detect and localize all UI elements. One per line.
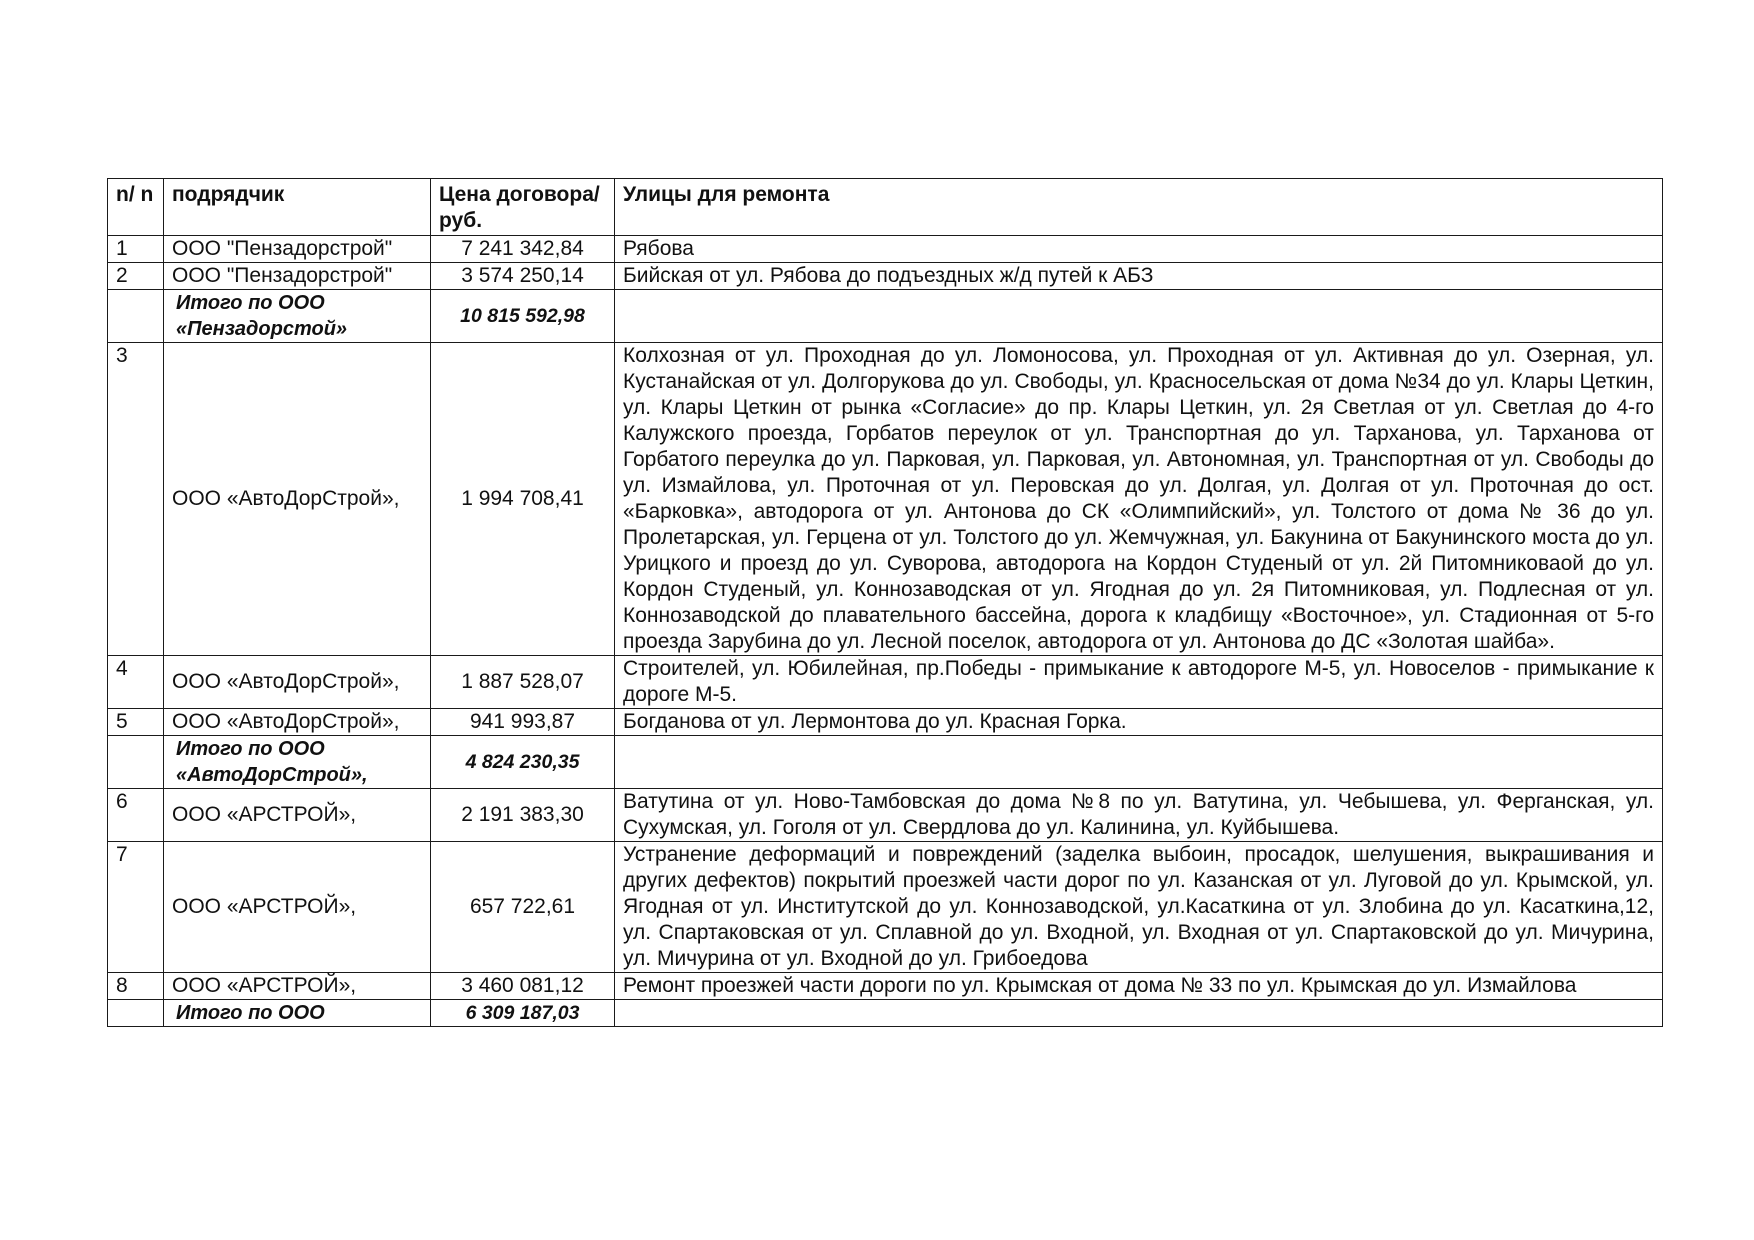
streets-cell: Бийская от ул. Рябова до подъездных ж/д путей к АБЗ xyxy=(615,263,1663,290)
price-cell: 7 241 342,84 xyxy=(431,236,615,263)
contractor-cell: ООО «АРСТРОЙ», xyxy=(164,789,431,842)
streets-cell: Рябова xyxy=(615,236,1663,263)
row-number: 1 xyxy=(108,236,164,263)
header-price: Цена договора/руб. xyxy=(431,179,615,236)
header-num: n/ n xyxy=(108,179,164,236)
price-cell: 1 994 708,41 xyxy=(431,343,615,656)
total-empty-cell xyxy=(108,1000,164,1027)
total-value: 4 824 230,35 xyxy=(431,736,615,789)
streets-cell: Колхозная от ул. Проходная до ул. Ломоносова, ул. Проходная от ул. Активная до ул. Озерная, ул. Кустанайская от ул. Долгорукова до ул. Свободы, ул. Красносельская от дома №34 до ул. Клары Цеткин, ул. Клары Цеткин от рынка «Согласие» до пр. Клары Цеткин, ул. 2я Светлая от ул. Светлая до 4-го Калужского проезда, Горбатов переулок от ул. Транспортная до ул. Тарханова, ул. Тарханова от Горбатого переулка до ул. Парковая, ул. Парковая, ул. Автономная, ул. Транспортная от ул. Свободы до ул. Измайлова, ул. Проточная от ул. Перовская до ул. Долгая, ул. Долгая от ул. Проточная до ост. «Барковка», автодорога от ул. Антонова до СК «Олимпийский», ул. Толстого от дома № 36 до ул. Пролетарская, ул. Герцена от ул. Толстого до ул. Жемчужная, ул. Бакунина от Бакунинского моста до ул. Урицкого и проезд до ул. Суворова, автодорога на Кордон Студеный от ул. 2й Питомниковаой до ул. Кордон Студеный, ул. Коннозаводская от ул. Ягодная до ул. 2я Питомниковая, ул. Подлесная от ул. Коннозаводской до плавательного бассейна, дорога к кладбищу «Восточное», ул. Стадионная от 5-го проезда Зарубина до ул. Лесной поселок, автодорога от ул. Антонова до ДС «Золотая шайба». xyxy=(615,343,1663,656)
total-empty-cell xyxy=(615,1000,1663,1027)
table-row xyxy=(108,709,1663,736)
total-empty-cell xyxy=(108,290,164,343)
total-label: Итого по ООО xyxy=(164,1000,431,1027)
streets-cell: Ремонт проезжей части дороги по ул. Крымская от дома № 33 по ул. Крымская до ул. Измайлова xyxy=(615,973,1663,1000)
price-cell: 3 460 081,12 xyxy=(431,973,615,1000)
streets-cell: Устранение деформаций и повреждений (заделка выбоин, просадок, шелушения, выкрашивания и других дефектов) покрытий проезжей части дорог по ул. Казанская от ул. Луговой до ул. Крымской, ул. Ягодная от ул. Институтской до ул. Коннозаводской, ул.Касаткина от ул. Злобина до ул. Касаткина,12, ул. Спартаковская от ул. Сплавной до ул. Входной, ул. Входная от ул. Спартаковской до ул. Мичурина, ул. Мичурина от ул. Входной до ул. Грибоедова xyxy=(615,842,1663,973)
row-number: 5 xyxy=(108,709,164,736)
total-label: Итого по ООО «АвтоДорСтрой», xyxy=(164,736,431,789)
price-cell: 941 993,87 xyxy=(431,709,615,736)
table-row xyxy=(108,343,1663,656)
total-value: 10 815 592,98 xyxy=(431,290,615,343)
contractor-cell: ООО «АРСТРОЙ», xyxy=(164,842,431,973)
row-number: 3 xyxy=(108,343,164,656)
price-cell: 3 574 250,14 xyxy=(431,263,615,290)
table-row xyxy=(108,842,1663,973)
price-cell: 2 191 383,30 xyxy=(431,789,615,842)
header-row xyxy=(108,179,1663,236)
total-row xyxy=(108,1000,1663,1027)
price-cell: 1 887 528,07 xyxy=(431,656,615,709)
total-empty-cell xyxy=(108,736,164,789)
contractor-cell: ООО "Пензадорстрой" xyxy=(164,263,431,290)
streets-cell: Строителей, ул. Юбилейная, пр.Победы - примыкание к автодороге М-5, ул. Новоселов - примыкание к дороге М-5. xyxy=(615,656,1663,709)
row-number: 2 xyxy=(108,263,164,290)
table-row xyxy=(108,236,1663,263)
contractor-cell: ООО «АвтоДорСтрой», xyxy=(164,343,431,656)
table-row xyxy=(108,789,1663,842)
row-number: 7 xyxy=(108,842,164,973)
row-number: 8 xyxy=(108,973,164,1000)
contractor-cell: ООО "Пензадорстрой" xyxy=(164,236,431,263)
streets-cell: Богданова от ул. Лермонтова до ул. Красная Горка. xyxy=(615,709,1663,736)
header-streets: Улицы для ремонта xyxy=(615,179,1663,236)
price-cell: 657 722,61 xyxy=(431,842,615,973)
contractor-cell: ООО «АРСТРОЙ», xyxy=(164,973,431,1000)
total-empty-cell xyxy=(615,736,1663,789)
total-row xyxy=(108,290,1663,343)
total-empty-cell xyxy=(615,290,1663,343)
contractor-cell: ООО «АвтоДорСтрой», xyxy=(164,709,431,736)
total-row xyxy=(108,736,1663,789)
table-row xyxy=(108,973,1663,1000)
header-contractor: подрядчик xyxy=(164,179,431,236)
row-number: 4 xyxy=(108,656,164,709)
streets-cell: Ватутина от ул. Ново-Тамбовская до дома №8 по ул. Ватутина, ул. Чебышева, ул. Ферганская, ул. Сухумская, ул. Гоголя от ул. Свердлова до ул. Калинина, ул. Куйбышева. xyxy=(615,789,1663,842)
contracts-table xyxy=(107,178,1663,1027)
table-row xyxy=(108,263,1663,290)
row-number: 6 xyxy=(108,789,164,842)
contractor-cell: ООО «АвтоДорСтрой», xyxy=(164,656,431,709)
total-label: Итого по ООО «Пензадорстой» xyxy=(164,290,431,343)
total-value: 6 309 187,03 xyxy=(431,1000,615,1027)
table-row xyxy=(108,656,1663,709)
